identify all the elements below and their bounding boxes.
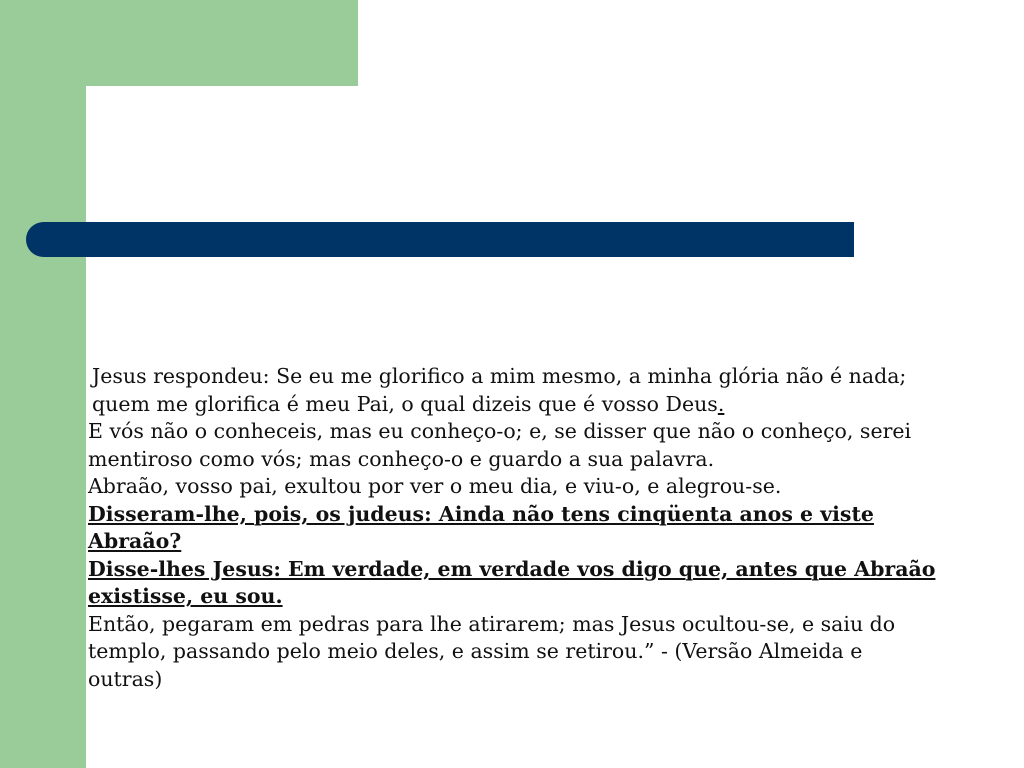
rounded-corner-decoration (86, 86, 146, 146)
left-accent-bar (0, 0, 86, 768)
top-accent-block (86, 0, 358, 86)
underlined-period: . (717, 391, 725, 416)
paragraph-disseram-lhe: Disseram-lhe, pois, os judeus: Ainda não tens cinqüenta anos e viste Abraão? (88, 501, 874, 553)
paragraph-vos-nao-o-conheceis: E vós não o conheceis, mas eu conheço-o; e, se disser que não o conheço, serei mentiroso como vós; mas conheço-o e guardo a sua palavra. (88, 419, 912, 471)
paragraph-entao-pegaram: Então, pegaram em pedras para lhe atirarem; mas Jesus ocultou-se, e saiu do templo, passando pelo meio deles, e assim se retirou.” - (Versão Almeida e outras) (88, 611, 896, 691)
paragraph-disse-lhes-jesus: Disse-lhes Jesus: Em verdade, em verdade vos digo que, antes que Abraão existisse, eu sou. (88, 556, 936, 608)
paragraph-text: Jesus respondeu: Se eu me glorifico a mim mesmo, a minha glória não é nada; quem me glorifica é meu Pai, o qual dizeis que é vosso Deus (92, 364, 907, 416)
paragraph-jesus-respondeu (88, 363, 938, 418)
title-bar (26, 222, 854, 257)
paragraph-abraao-exultou: Abraão, vosso pai, exultou por ver o meu dia, e viu-o, e alegrou-se. (88, 474, 782, 498)
slide-body-text (88, 363, 938, 693)
